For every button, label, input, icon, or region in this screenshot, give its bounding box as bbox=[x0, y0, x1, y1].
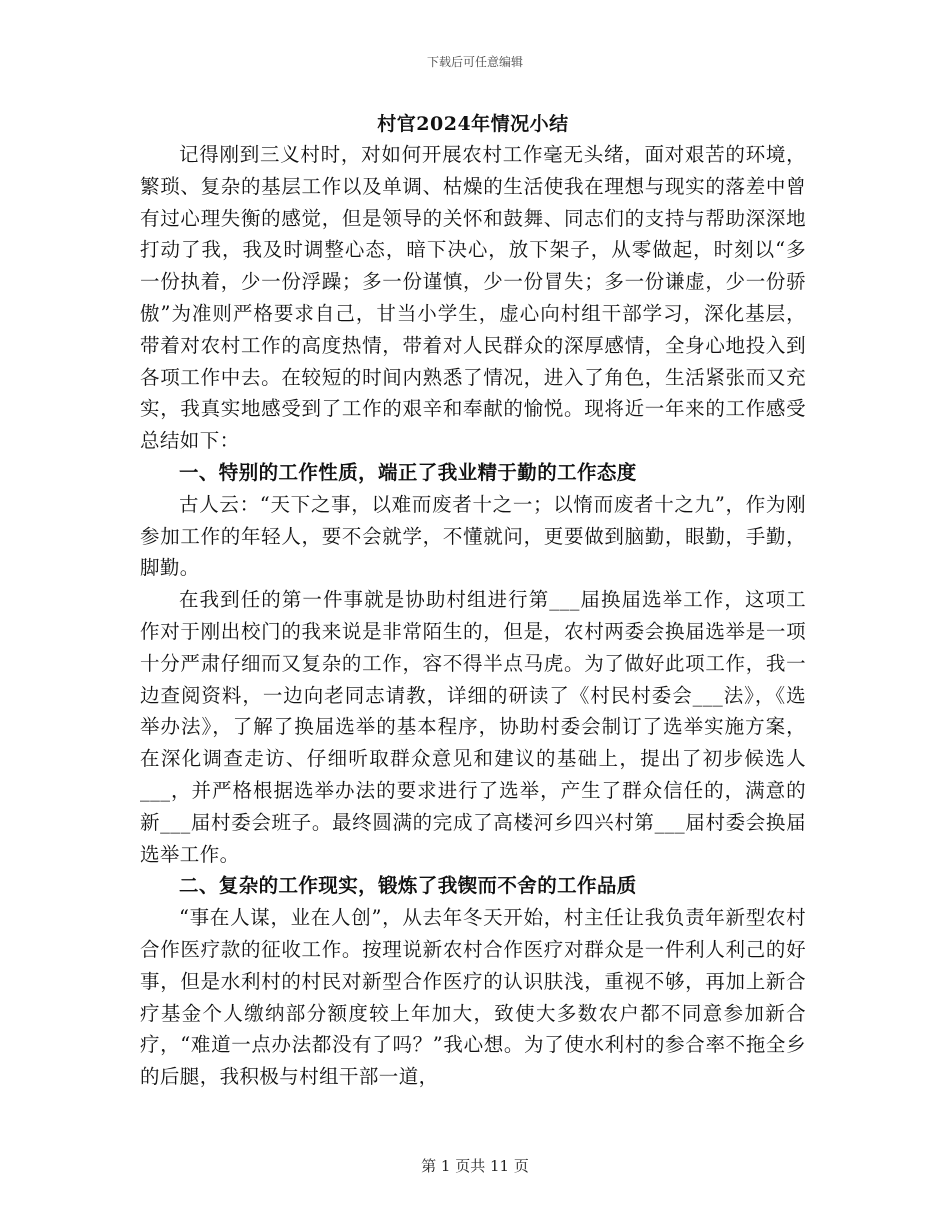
document-body bbox=[140, 110, 806, 1093]
paragraph-medical: “事在人谋，业在人创”，从去年冬天开始，村主任让我负责年新型农村合作医疗款的征收工作。按理说新农村合作医疗对群众是一件利人利己的好事，但是水利村的村民对新型合作医疗的认识肤浅，重视不够，再加上新合疗基金个人缴纳部分额度较上年加大，致使大多数农户都不同意参加新合疗，“难道一点办法都没有了吗？”我心想。为了使水利村的参合率不拖全乡的后腿，我积极与村组干部一道， bbox=[140, 906, 806, 1089]
section-heading-1: 一、特别的工作性质，端正了我业精于勤的工作态度 bbox=[179, 460, 637, 484]
section-heading-2: 二、复杂的工作现实，锻炼了我锲而不舍的工作品质 bbox=[179, 874, 637, 898]
paragraph-intro: 记得刚到三义村时，对如何开展农村工作毫无头绪，面对艰苦的环境，繁琐、复杂的基层工作以及单调、枯燥的生活使我在理想与现实的落差中曾有过心理失衡的感觉，但是领导的关怀和鼓舞、同志们的支持与帮助深深地打动了我，我及时调整心态，暗下决心，放下架子，从零做起，时刻以“多一份执着，少一份浮躁；多一份谨慎，少一份冒失；多一份谦虚，少一份骄傲”为准则严格要求自己，甘当小学生，虚心向村组干部学习，深化基层，带着对农村工作的高度热情，带着对人民群众的深厚感情，全身心地投入到各项工作中去。在较短的时间内熟悉了情况，进入了角色，生活紧张而又充实，我真实地感受到了工作的艰辛和奉献的愉悦。现将近一年来的工作感受总结如下： bbox=[140, 143, 806, 453]
page-footer: 第 1 页共 11 页 bbox=[421, 1157, 529, 1175]
document-title: 村官2024年情况小结 bbox=[377, 113, 569, 135]
paragraph-quote: 古人云：“天下之事，以难而废者十之一；以惰而废者十之九”，作为刚参加工作的年轻人，要不会就学，不懂就问，更要做到脑勤，眼勤，手勤，脚勤。 bbox=[140, 492, 806, 580]
header-note: 下载后可任意编辑 bbox=[426, 55, 523, 69]
paragraph-election: 在我到任的第一件事就是协助村组进行第___届换届选举工作，这项工作对于刚出校门的我来说是非常陌生的，但是，农村两委会换届选举是一项十分严肃仔细而又复杂的工作，容不得半点马虎。为了做好此项工作，我一边查阅资料，一边向老同志请教，详细的研读了《村民村委会___法》，《选举办法》，了解了换届选举的基本程序，协助村委会制订了选举实施方案，在深化调查走访、仔细听取群众意见和建议的基础上，提出了初步候选人___，并严格根据选举办法的要求进行了选举，产生了群众信任的，满意的新___届村委会班子。最终圆满的完成了高楼河乡四兴村第___届村委会换届选举工作。 bbox=[140, 588, 806, 866]
